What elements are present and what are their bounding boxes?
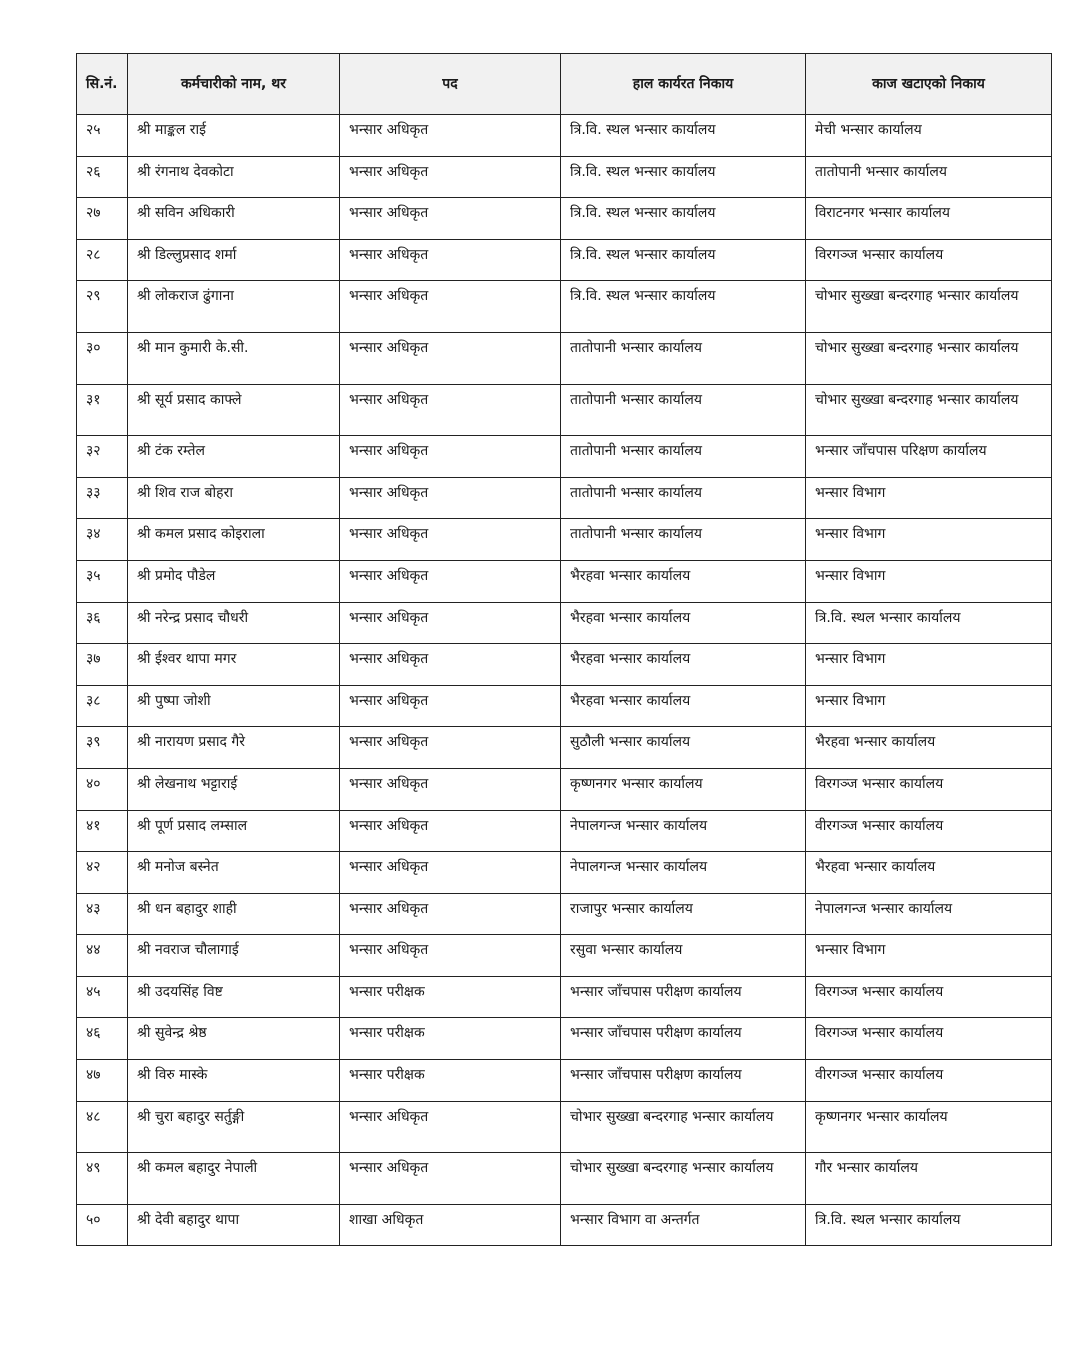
cell-employee-name: श्री उदयसिंह विष्ट	[128, 976, 340, 1018]
header-row	[77, 54, 1052, 115]
cell-employee-name: श्री मनोज बस्नेत	[128, 852, 340, 894]
cell-employee-name: श्री लेखनाथ भट्टाराई	[128, 768, 340, 810]
cell-post: भन्सार परीक्षक	[340, 976, 561, 1018]
cell-employee-name: श्री नवराज चौलागाई	[128, 935, 340, 977]
cell-serial-number: ३३	[77, 477, 128, 519]
cell-deputed-office: विरगञ्ज भन्सार कार्यालय	[806, 239, 1052, 281]
cell-serial-number: ४९	[77, 1153, 128, 1205]
cell-employee-name: श्री नरेन्द्र प्रसाद चौधरी	[128, 602, 340, 644]
cell-deputed-office: भन्सार विभाग	[806, 935, 1052, 977]
header-deputed-office: काज खटाएको निकाय	[806, 54, 1052, 115]
cell-serial-number: ३६	[77, 602, 128, 644]
cell-serial-number: ३७	[77, 644, 128, 686]
cell-current-office: भन्सार जाँचपास परीक्षण कार्यालय	[561, 1018, 806, 1060]
cell-deputed-office: भैरहवा भन्सार कार्यालय	[806, 727, 1052, 769]
cell-current-office: त्रि.वि. स्थल भन्सार कार्यालय	[561, 198, 806, 240]
cell-deputed-office: भन्सार विभाग	[806, 477, 1052, 519]
cell-employee-name: श्री देवी बहादुर थापा	[128, 1204, 340, 1246]
cell-deputed-office: विरगञ्ज भन्सार कार्यालय	[806, 768, 1052, 810]
cell-post: भन्सार अधिकृत	[340, 332, 561, 384]
cell-post: भन्सार अधिकृत	[340, 810, 561, 852]
cell-serial-number: ५०	[77, 1204, 128, 1246]
table-row	[77, 768, 1052, 810]
cell-serial-number: ४३	[77, 893, 128, 935]
cell-employee-name: श्री चुरा बहादुर सर्तुङ्गी	[128, 1101, 340, 1153]
cell-current-office: भन्सार जाँचपास परीक्षण कार्यालय	[561, 976, 806, 1018]
header-serial-number: सि.नं.	[77, 54, 128, 115]
cell-current-office: चोभार सुख्खा बन्दरगाह भन्सार कार्यालय	[561, 1101, 806, 1153]
cell-employee-name: श्री प्रमोद पौडेल	[128, 560, 340, 602]
cell-serial-number: ३०	[77, 332, 128, 384]
cell-deputed-office: भन्सार जाँचपास परिक्षण कार्यालय	[806, 436, 1052, 478]
cell-current-office: भैरहवा भन्सार कार्यालय	[561, 685, 806, 727]
cell-serial-number: ३२	[77, 436, 128, 478]
table-row	[77, 156, 1052, 198]
cell-deputed-office: त्रि.वि. स्थल भन्सार कार्यालय	[806, 602, 1052, 644]
table-row	[77, 384, 1052, 436]
table-row	[77, 115, 1052, 157]
cell-employee-name: श्री धन बहादुर शाही	[128, 893, 340, 935]
cell-post: भन्सार अधिकृत	[340, 768, 561, 810]
cell-serial-number: २६	[77, 156, 128, 198]
cell-post: भन्सार अधिकृत	[340, 893, 561, 935]
cell-employee-name: श्री कमल प्रसाद कोइराला	[128, 519, 340, 561]
cell-deputed-office: गौर भन्सार कार्यालय	[806, 1153, 1052, 1205]
cell-serial-number: ३८	[77, 685, 128, 727]
cell-deputed-office: भन्सार विभाग	[806, 644, 1052, 686]
cell-deputed-office: कृष्णनगर भन्सार कार्यालय	[806, 1101, 1052, 1153]
table-row	[77, 644, 1052, 686]
cell-deputed-office: भैरहवा भन्सार कार्यालय	[806, 852, 1052, 894]
cell-employee-name: श्री ईश्वर थापा मगर	[128, 644, 340, 686]
cell-post: भन्सार अधिकृत	[340, 935, 561, 977]
table-row	[77, 1204, 1052, 1246]
table-row	[77, 436, 1052, 478]
table-row	[77, 198, 1052, 240]
cell-current-office: राजापुर भन्सार कार्यालय	[561, 893, 806, 935]
cell-post: भन्सार अधिकृत	[340, 239, 561, 281]
table-row	[77, 1153, 1052, 1205]
cell-post: भन्सार परीक्षक	[340, 1018, 561, 1060]
cell-employee-name: श्री डिल्लुप्रसाद शर्मा	[128, 239, 340, 281]
cell-employee-name: श्री कमल बहादुर नेपाली	[128, 1153, 340, 1205]
cell-deputed-office: त्रि.वि. स्थल भन्सार कार्यालय	[806, 1204, 1052, 1246]
cell-post: भन्सार अधिकृत	[340, 602, 561, 644]
table-row	[77, 477, 1052, 519]
cell-employee-name: श्री सुवेन्द्र श्रेष्ठ	[128, 1018, 340, 1060]
table-row	[77, 281, 1052, 333]
header-current-office: हाल कार्यरत निकाय	[561, 54, 806, 115]
cell-serial-number: ३५	[77, 560, 128, 602]
table-row	[77, 852, 1052, 894]
cell-current-office: त्रि.वि. स्थल भन्सार कार्यालय	[561, 239, 806, 281]
cell-employee-name: श्री सूर्य प्रसाद काफ्ले	[128, 384, 340, 436]
cell-serial-number: ३९	[77, 727, 128, 769]
table-row	[77, 893, 1052, 935]
cell-serial-number: २९	[77, 281, 128, 333]
cell-current-office: सुठौली भन्सार कार्यालय	[561, 727, 806, 769]
deputation-table	[76, 53, 1052, 1246]
cell-employee-name: श्री विरु मास्के	[128, 1060, 340, 1102]
cell-deputed-office: वीरगञ्ज भन्सार कार्यालय	[806, 1060, 1052, 1102]
cell-post: भन्सार अधिकृत	[340, 156, 561, 198]
table-row	[77, 519, 1052, 561]
cell-current-office: तातोपानी भन्सार कार्यालय	[561, 436, 806, 478]
cell-employee-name: श्री टंक रम्तेल	[128, 436, 340, 478]
cell-post: भन्सार अधिकृत	[340, 436, 561, 478]
table-row	[77, 1018, 1052, 1060]
table-row	[77, 1060, 1052, 1102]
cell-deputed-office: मेची भन्सार कार्यालय	[806, 115, 1052, 157]
cell-employee-name: श्री सविन अधिकारी	[128, 198, 340, 240]
header-employee-name: कर्मचारीको नाम, थर	[128, 54, 340, 115]
cell-current-office: नेपालगन्ज भन्सार कार्यालय	[561, 810, 806, 852]
cell-current-office: तातोपानी भन्सार कार्यालय	[561, 332, 806, 384]
cell-deputed-office: भन्सार विभाग	[806, 560, 1052, 602]
cell-serial-number: ४८	[77, 1101, 128, 1153]
cell-current-office: रसुवा भन्सार कार्यालय	[561, 935, 806, 977]
header-post: पद	[340, 54, 561, 115]
table-row	[77, 727, 1052, 769]
table-row	[77, 976, 1052, 1018]
cell-serial-number: ४१	[77, 810, 128, 852]
cell-serial-number: ३१	[77, 384, 128, 436]
cell-serial-number: २८	[77, 239, 128, 281]
cell-post: भन्सार अधिकृत	[340, 560, 561, 602]
cell-post: भन्सार अधिकृत	[340, 727, 561, 769]
cell-serial-number: ४५	[77, 976, 128, 1018]
cell-current-office: त्रि.वि. स्थल भन्सार कार्यालय	[561, 281, 806, 333]
cell-deputed-office: चोभार सुख्खा बन्दरगाह भन्सार कार्यालय	[806, 281, 1052, 333]
cell-post: भन्सार अधिकृत	[340, 281, 561, 333]
cell-current-office: त्रि.वि. स्थल भन्सार कार्यालय	[561, 115, 806, 157]
table-row	[77, 239, 1052, 281]
cell-employee-name: श्री पुष्पा जोशी	[128, 685, 340, 727]
cell-deputed-office: विरगञ्ज भन्सार कार्यालय	[806, 976, 1052, 1018]
cell-serial-number: २५	[77, 115, 128, 157]
cell-post: भन्सार अधिकृत	[340, 1101, 561, 1153]
cell-post: भन्सार अधिकृत	[340, 519, 561, 561]
table-row	[77, 810, 1052, 852]
cell-employee-name: श्री मान कुमारी के.सी.	[128, 332, 340, 384]
cell-deputed-office: भन्सार विभाग	[806, 519, 1052, 561]
table-row	[77, 935, 1052, 977]
cell-serial-number: ४२	[77, 852, 128, 894]
cell-deputed-office: भन्सार विभाग	[806, 685, 1052, 727]
cell-serial-number: २७	[77, 198, 128, 240]
cell-post: भन्सार अधिकृत	[340, 1153, 561, 1205]
cell-post: भन्सार परीक्षक	[340, 1060, 561, 1102]
cell-employee-name: श्री रंगनाथ देवकोटा	[128, 156, 340, 198]
cell-post: भन्सार अधिकृत	[340, 852, 561, 894]
cell-post: भन्सार अधिकृत	[340, 115, 561, 157]
cell-current-office: भैरहवा भन्सार कार्यालय	[561, 644, 806, 686]
table-row	[77, 332, 1052, 384]
cell-employee-name: श्री लोकराज ढुंगाना	[128, 281, 340, 333]
cell-deputed-office: विरगञ्ज भन्सार कार्यालय	[806, 1018, 1052, 1060]
table-row	[77, 602, 1052, 644]
cell-deputed-office: चोभार सुख्खा बन्दरगाह भन्सार कार्यालय	[806, 332, 1052, 384]
cell-current-office: भन्सार विभाग वा अन्तर्गत	[561, 1204, 806, 1246]
cell-post: शाखा अधिकृत	[340, 1204, 561, 1246]
cell-employee-name: श्री माङ्कल राई	[128, 115, 340, 157]
cell-post: भन्सार अधिकृत	[340, 644, 561, 686]
cell-current-office: तातोपानी भन्सार कार्यालय	[561, 477, 806, 519]
table-row	[77, 1101, 1052, 1153]
cell-current-office: भन्सार जाँचपास परीक्षण कार्यालय	[561, 1060, 806, 1102]
cell-serial-number: ४७	[77, 1060, 128, 1102]
cell-deputed-office: नेपालगन्ज भन्सार कार्यालय	[806, 893, 1052, 935]
cell-deputed-office: विराटनगर भन्सार कार्यालय	[806, 198, 1052, 240]
cell-employee-name: श्री पूर्ण प्रसाद लम्साल	[128, 810, 340, 852]
cell-serial-number: ३४	[77, 519, 128, 561]
cell-current-office: तातोपानी भन्सार कार्यालय	[561, 519, 806, 561]
cell-post: भन्सार अधिकृत	[340, 198, 561, 240]
cell-current-office: चोभार सुख्खा बन्दरगाह भन्सार कार्यालय	[561, 1153, 806, 1205]
cell-current-office: नेपालगन्ज भन्सार कार्यालय	[561, 852, 806, 894]
cell-current-office: भैरहवा भन्सार कार्यालय	[561, 560, 806, 602]
cell-employee-name: श्री नारायण प्रसाद गैरे	[128, 727, 340, 769]
cell-post: भन्सार अधिकृत	[340, 685, 561, 727]
cell-post: भन्सार अधिकृत	[340, 477, 561, 519]
cell-current-office: त्रि.वि. स्थल भन्सार कार्यालय	[561, 156, 806, 198]
cell-current-office: तातोपानी भन्सार कार्यालय	[561, 384, 806, 436]
table-row	[77, 560, 1052, 602]
cell-deputed-office: तातोपानी भन्सार कार्यालय	[806, 156, 1052, 198]
cell-serial-number: ४६	[77, 1018, 128, 1060]
table-body	[77, 115, 1052, 1246]
cell-employee-name: श्री शिव राज बोहरा	[128, 477, 340, 519]
cell-post: भन्सार अधिकृत	[340, 384, 561, 436]
cell-deputed-office: चोभार सुख्खा बन्दरगाह भन्सार कार्यालय	[806, 384, 1052, 436]
cell-serial-number: ४०	[77, 768, 128, 810]
cell-serial-number: ४४	[77, 935, 128, 977]
cell-current-office: भैरहवा भन्सार कार्यालय	[561, 602, 806, 644]
table-row	[77, 685, 1052, 727]
cell-deputed-office: वीरगञ्ज भन्सार कार्यालय	[806, 810, 1052, 852]
cell-current-office: कृष्णनगर भन्सार कार्यालय	[561, 768, 806, 810]
